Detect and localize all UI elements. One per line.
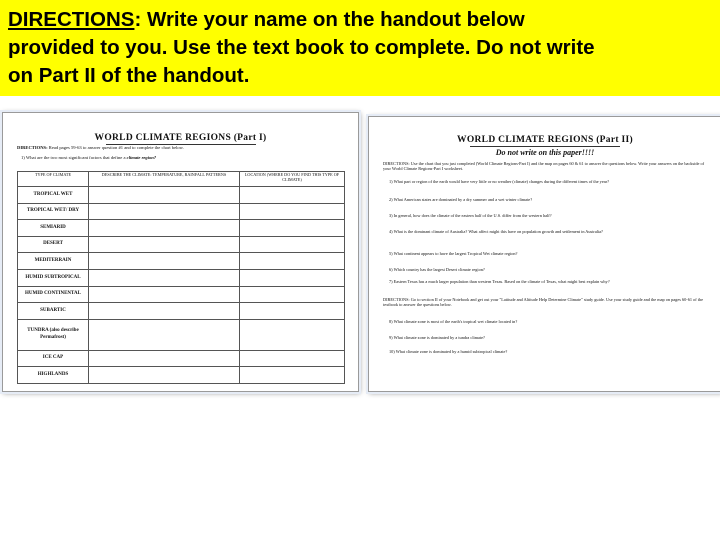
chart-header-row [18, 172, 345, 187]
directions-text-1: : Write your name on the handout below [134, 8, 525, 31]
column-location: LOCATION (WHERE DO YOU FIND THIS TYPE OF CLIMATE) [240, 172, 345, 187]
banner-line-3: on Part II of the handout. [8, 64, 250, 87]
part2-question-4: 4) What is the dominant climate of Australia? What affect might this have on population growth and settlement in Australia? [389, 229, 603, 234]
table-row [18, 253, 345, 270]
part2-question-5: 5) What continent appears to have the largest Tropical Wet climate region? [389, 251, 518, 256]
table-row [18, 303, 345, 320]
banner-line-1 [8, 6, 716, 34]
table-row [18, 187, 345, 204]
table-row [18, 236, 345, 253]
column-describe: DESCRIBE THE CLIMATE: TEMPERATURE, RAINFALL PATTERNS [89, 172, 240, 187]
part2-title: WORLD CLIMATE REGIONS (Part II) [369, 135, 720, 147]
part1-directions-label: DIRECTIONS: [17, 145, 48, 150]
part1-title: WORLD CLIMATE REGIONS (Part I) [3, 133, 358, 145]
row-label: HUMID CONTINENTAL [18, 286, 89, 303]
table-row [18, 286, 345, 303]
part2-question-8: 8) What climate zone is most of the earth's tropical wet climate located in? [389, 319, 518, 324]
part2-subtitle: Do not write on this paper!!!! [495, 148, 595, 157]
handout-part-1 [2, 112, 359, 392]
row-label: TUNDRA (also describe Permafrost) [18, 319, 89, 350]
table-row [18, 220, 345, 237]
climate-chart [17, 171, 345, 384]
table-row [18, 319, 345, 350]
part2-directions-2: DIRECTIONS: Go to section II of your Notebook and get out your "Latitude and Altitude Help Determine Climate" study guide. Use your study guide and the map on pages 60-61 of the textbook to answer the questions below. [383, 297, 703, 307]
row-label: SUBARTIC [18, 303, 89, 320]
table-row [18, 350, 345, 367]
table-row [18, 367, 345, 384]
question-1-emphasis: climate region? [126, 155, 157, 160]
part1-question-1 [21, 155, 348, 161]
part2-question-6: 6) Which country has the largest Desert climate region? [389, 267, 485, 272]
directions-label: DIRECTIONS [8, 8, 135, 31]
part2-question-2: 2) What American states are dominated by a dry summer and a wet winter climate? [389, 197, 533, 202]
question-1-text: 1) What are the two most significant factors that define a [21, 155, 126, 160]
row-label: TROPICAL WET [18, 187, 89, 204]
table-row [18, 203, 345, 220]
table-row [18, 269, 345, 286]
part2-question-1: 1) What part or region of the earth would have very little or no weather (climate) changes during the different times of the year? [389, 179, 609, 184]
directions-banner [0, 0, 720, 96]
part1-directions-text: Read pages 59-63 to answer question #1 and to complete the chart below. [48, 145, 184, 150]
row-label: SEMIARID [18, 220, 89, 237]
row-label: ICE CAP [18, 350, 89, 367]
handout-part-2 [368, 116, 720, 392]
part1-directions [17, 145, 348, 151]
part2-question-7: 7) Eastern Texas has a much larger population than western Texas. Based on the climate of Texas, what might best explain why? [389, 279, 610, 284]
part2-question-3: 3) In general, how does the climate of the eastern half of the U.S. differ from the western half? [389, 213, 552, 218]
part2-directions-1: DIRECTIONS: Use the chart that you just completed (World Climate Regions-Part I) and the map on pages 60 & 61 to answer the questions below. Write your answers on the backside of your World Climate Regions-Part I worksheet. [383, 161, 705, 171]
row-label: HUMID SUBTROPICAL [18, 269, 89, 286]
row-label: DESERT [18, 236, 89, 253]
column-type: TYPE OF CLIMATE [18, 172, 89, 187]
part2-question-9: 9) What climate zone is dominated by a tundra climate? [389, 335, 485, 340]
row-label: MEDITERRAIN [18, 253, 89, 270]
row-label: TROPICAL WET/ DRY [18, 203, 89, 220]
row-label: HIGHLANDS [18, 367, 89, 384]
part2-question-10: 10) What climate zone is dominated by a humid subtropical climate? [389, 349, 508, 354]
banner-line-2: provided to you. Use the text book to complete. Do not write [8, 36, 595, 59]
